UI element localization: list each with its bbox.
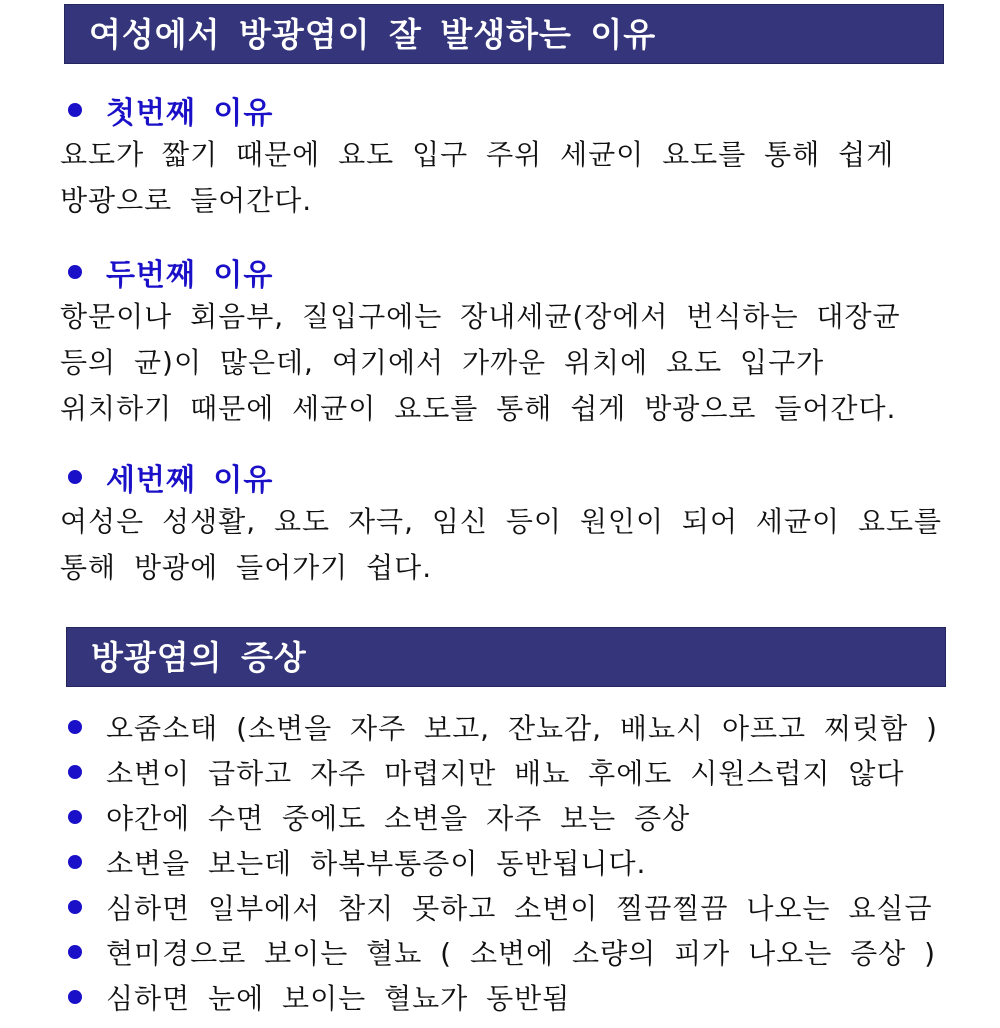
section-title-causes: 여성에서 방광염이 잘 발생하는 이유 — [64, 4, 944, 64]
list-item — [60, 704, 990, 749]
reason-heading — [60, 88, 980, 132]
reason-heading — [60, 455, 980, 499]
reason-text-line: 방광으로 들어간다. — [60, 184, 313, 217]
reason-body — [60, 132, 980, 224]
bullet-dot-icon — [68, 765, 82, 779]
reason-heading-label: 두번째 이유 — [106, 258, 274, 293]
section-title-symptoms: 방광염의 증상 — [66, 627, 946, 687]
symptom-text: 심하면 일부에서 참지 못하고 소변이 찔끔찔끔 나오는 요실금 — [106, 891, 933, 925]
reason-third — [60, 455, 980, 591]
list-item — [60, 929, 990, 974]
reason-heading-label: 세번째 이유 — [106, 463, 274, 498]
list-item — [60, 839, 990, 884]
symptom-text: 심하면 눈에 보이는 혈뇨가 동반됨 — [106, 981, 571, 1015]
bullet-dot-icon — [68, 720, 82, 734]
reason-text-line: 여성은 성생활, 요도 자극, 임신 등이 원인이 되어 세균이 요도를 — [60, 505, 943, 538]
bullet-dot-icon — [68, 990, 82, 1004]
reason-heading-label: 첫번째 이유 — [106, 96, 274, 131]
bullet-dot-icon — [68, 945, 82, 959]
reason-body — [60, 294, 980, 432]
bullet-dot-icon — [68, 900, 82, 914]
reason-body — [60, 499, 980, 591]
reason-heading — [60, 250, 980, 294]
symptom-text: 오줌소태 (소변을 자주 보고, 잔뇨감, 배뇨시 아프고 찌릿함 ) — [106, 711, 938, 745]
bullet-dot-icon — [68, 470, 82, 484]
bullet-dot-icon — [68, 855, 82, 869]
symptom-text: 소변을 보는데 하복부통증이 동반됩니다. — [106, 846, 647, 880]
reason-text-line: 요도가 짧기 때문에 요도 입구 주위 세균이 요도를 통해 쉽게 — [60, 138, 895, 171]
bullet-dot-icon — [68, 265, 82, 279]
bullet-dot-icon — [68, 810, 82, 824]
symptom-list — [60, 704, 990, 1019]
list-item — [60, 794, 990, 839]
symptom-text: 야간에 수면 중에도 소변을 자주 보는 증상 — [106, 801, 691, 835]
reason-second — [60, 250, 980, 432]
reason-text-line: 항문이나 회음부, 질입구에는 장내세균(장에서 번식하는 대장균 — [60, 300, 901, 333]
reason-text-line: 통해 방광에 들어가기 쉽다. — [60, 551, 433, 584]
list-item — [60, 974, 990, 1019]
bullet-dot-icon — [68, 103, 82, 117]
list-item — [60, 749, 990, 794]
reason-text-line: 위치하기 때문에 세균이 요도를 통해 쉽게 방광으로 들어간다. — [60, 392, 897, 425]
reason-text-line: 등의 균)이 많은데, 여기에서 가까운 위치에 요도 입구가 — [60, 346, 825, 379]
symptom-text: 현미경으로 보이는 혈뇨 ( 소변에 소량의 피가 나오는 증상 ) — [106, 936, 937, 970]
list-item — [60, 884, 990, 929]
symptom-text: 소변이 급하고 자주 마렵지만 배뇨 후에도 시원스럽지 않다 — [106, 756, 905, 790]
reason-first — [60, 88, 980, 224]
